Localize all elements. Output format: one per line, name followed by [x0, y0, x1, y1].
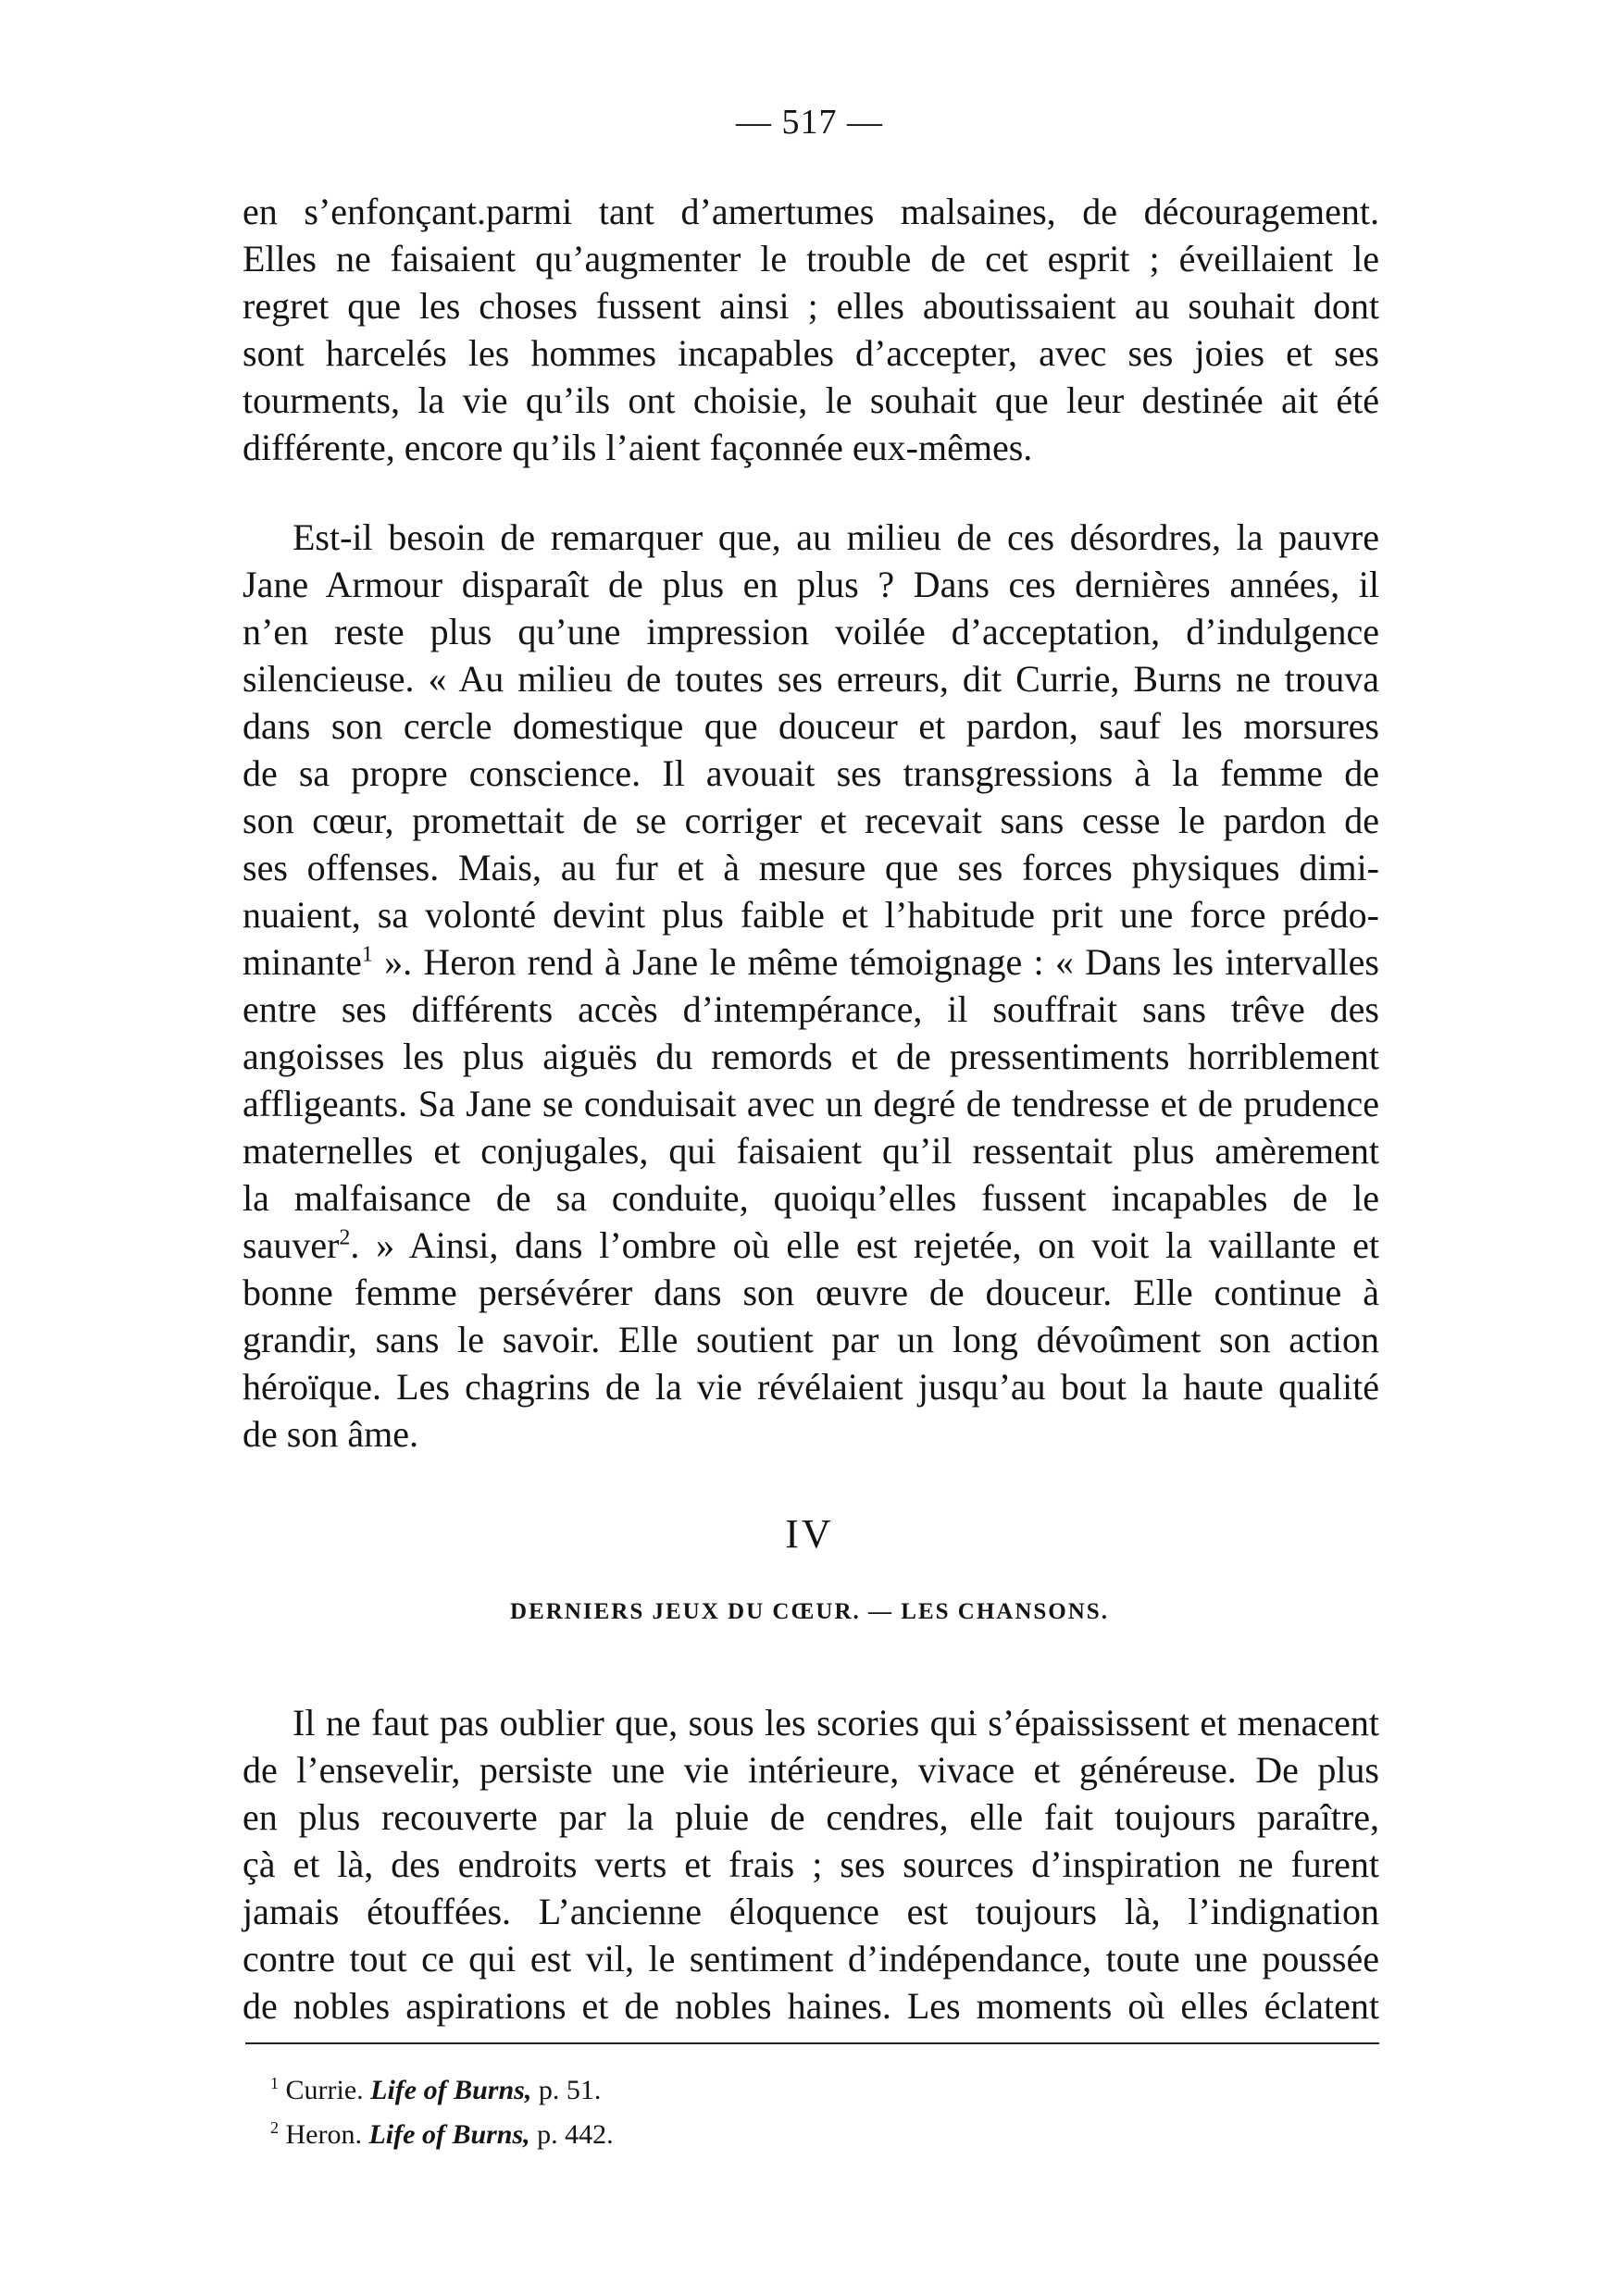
page-number: — 517 —	[736, 103, 883, 142]
text-line: contre tout ce qui est vil, le sentiment d’indépendance, toute une poussée	[243, 1938, 1379, 1980]
text-line: Jane Armour disparaît de plus en plus ? Dans ces dernières années, il	[243, 564, 1379, 605]
footnote-reference: 1	[361, 942, 373, 967]
text-line: ses offenses. Mais, au fur et à mesure que ses forces physiques dimi-	[243, 847, 1379, 888]
text-line: Il ne faut pas oublier que, sous les scories qui s’épaississent et menacent	[293, 1702, 1379, 1744]
text-line: grandir, sans le savoir. Elle soutient par un long dévoûment son action	[243, 1319, 1379, 1360]
text-line: de sa propre conscience. Il avouait ses transgressions à la femme de	[243, 752, 1379, 794]
footnote-title: Life of Burns,	[370, 2075, 532, 2105]
text-line: en s’enfonçant.parmi tant d’amertumes malsaines, de découragement.	[243, 191, 1379, 232]
footnote-1	[270, 2068, 614, 2113]
text-segment: sauver	[243, 1224, 340, 1266]
paragraph-1	[243, 188, 1379, 471]
footnote-page: p. 442.	[537, 2119, 614, 2150]
text-segment: ». Heron rend à Jane le même témoignage : « Dans les intervalles	[372, 941, 1379, 983]
paragraph-3	[243, 1699, 1379, 2029]
text-segment: . » Ainsi, dans l’ombre où elle est rejetée, on voit la vaillante et	[350, 1224, 1379, 1266]
paragraph-2	[243, 514, 1379, 1458]
text-line: son cœur, promettait de se corriger et recevait sans cesse le pardon de	[243, 800, 1379, 841]
text-segment: minante	[243, 941, 362, 983]
text-line: bonne femme persévérer dans son œuvre de douceur. Elle continue à	[243, 1272, 1379, 1313]
footnote-mark: 1	[270, 2074, 279, 2092]
footnote-mark: 2	[270, 2118, 279, 2137]
text-line: de l’ensevelir, persiste une vie intérieure, vivace et généreuse. De plus	[243, 1749, 1379, 1791]
text-line: entre ses différents accès d’intempérance, il souffrait sans trêve des	[243, 988, 1379, 1030]
footnote-2	[270, 2113, 614, 2157]
text-line: Elles ne faisaient qu’augmenter le trouble de cet esprit ; éveillaient le	[243, 238, 1379, 279]
text-line: tourments, la vie qu’ils ont choisie, le souhait que leur destinée ait été	[243, 379, 1379, 421]
text-line: dans son cercle domestique que douceur et pardon, sauf les morsures	[243, 705, 1379, 747]
text-line: çà et là, des endroits verts et frais ; ses sources d’inspiration ne furent	[243, 1843, 1379, 1885]
footnotes	[270, 2068, 614, 2157]
text-line: jamais étouffées. L’ancienne éloquence est toujours là, l’indignation	[243, 1891, 1379, 1932]
text-line: la malfaisance de sa conduite, quoiqu’elles fussent incapables de le	[243, 1177, 1379, 1219]
text-line: en plus recouverte par la pluie de cendres, elle fait toujours paraître,	[243, 1796, 1379, 1838]
footnote-page: p. 51.	[538, 2075, 602, 2105]
text-line: affligeants. Sa Jane se conduisait avec un degré de tendresse et de prudence	[243, 1083, 1379, 1124]
text-line: héroïque. Les chagrins de la vie révélaient jusqu’au bout la haute qualité	[243, 1366, 1379, 1408]
text-line: de son âme.	[243, 1413, 418, 1455]
text-line: silencieuse. « Au milieu de toutes ses erreurs, dit Currie, Burns ne trouva	[243, 658, 1379, 700]
text-line: Est-il besoin de remarquer que, au milieu de ces désordres, la pauvre	[293, 516, 1379, 558]
footnote-divider	[245, 2042, 1379, 2044]
footnote-title: Life of Burns,	[368, 2119, 530, 2150]
section-title: DERNIERS JEUX DU CŒUR. — LES CHANSONS.	[510, 1599, 1109, 1624]
text-line: de nobles aspirations et de nobles haines. Les moments où elles éclatent	[243, 1985, 1379, 2027]
section-number: IV	[785, 1511, 834, 1557]
text-line: sont harcelés les hommes incapables d’accepter, avec ses joies et ses	[243, 332, 1379, 374]
text-line: différente, encore qu’ils l’aient façonnée eux-mêmes.	[243, 427, 1033, 468]
text-line: n’en reste plus qu’une impression voilée d’acceptation, d’indulgence	[243, 611, 1379, 652]
text-line	[243, 938, 1379, 986]
text-line: nuaient, sa volonté devint plus faible et l’habitude prit une force prédo-	[243, 894, 1379, 936]
text-line: maternelles et conjugales, qui faisaient qu’il ressentait plus amèrement	[243, 1130, 1379, 1172]
text-line: regret que les choses fussent ainsi ; elles aboutissaient au souhait dont	[243, 285, 1379, 327]
text-line	[243, 1222, 1379, 1269]
footnote-author: Currie.	[285, 2075, 364, 2105]
footnote-reference: 2	[339, 1225, 351, 1250]
text-line: angoisses les plus aiguës du remords et de pressentiments horriblement	[243, 1036, 1379, 1077]
footnote-author: Heron.	[285, 2119, 362, 2150]
